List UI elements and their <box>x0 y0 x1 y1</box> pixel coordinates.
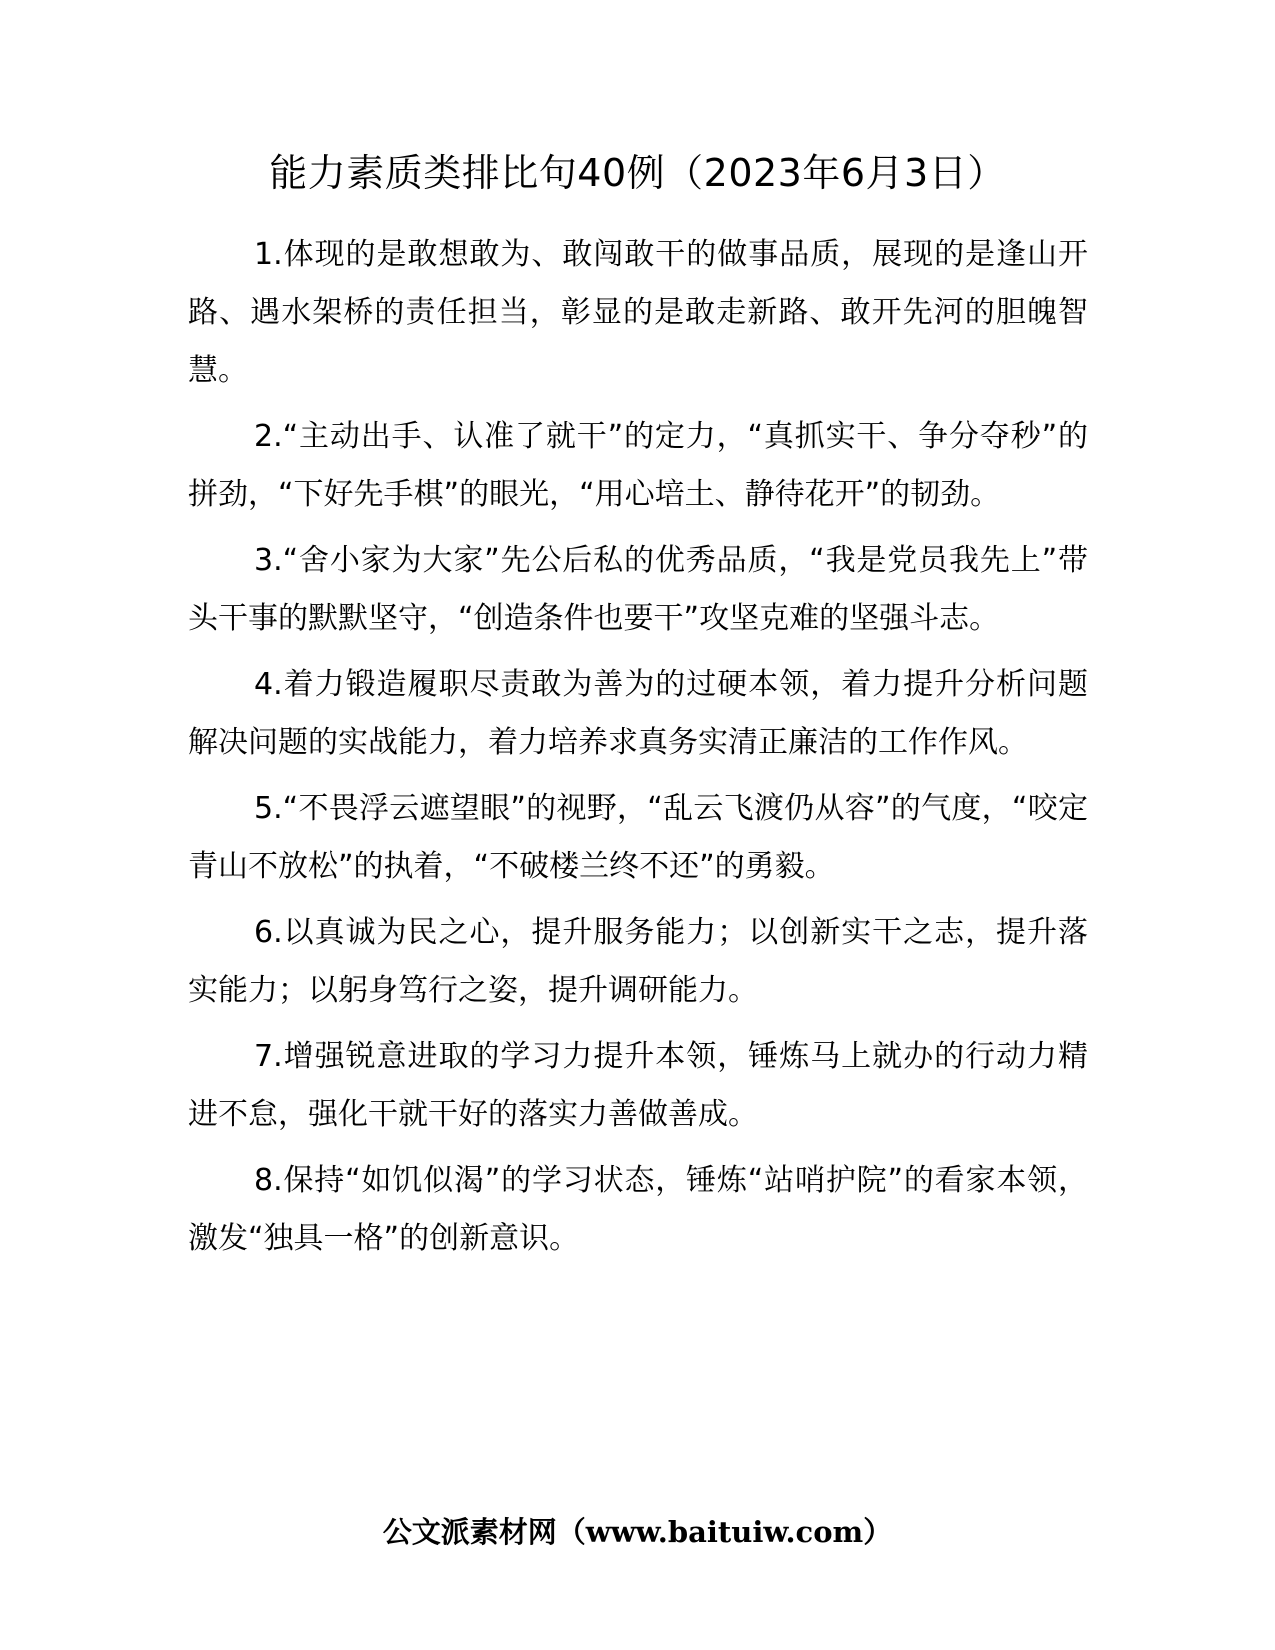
paragraph-5: 5.“不畏浮云遮望眼”的视野，“乱云飞渡仍从容”的气度，“咬定青山不放松”的执着，“不破楼兰终不还”的勇毅。 <box>188 791 1088 884</box>
document-title: 能力素质类排比句40例（2023年6月3日） <box>269 151 1006 195</box>
paragraph-4: 4.着力锻造履职尽责敢为善为的过硬本领，着力提升分析问题解决问题的实战能力，着力培养求真务实清正廉洁的工作作风。 <box>188 667 1088 760</box>
paragraph-7: 7.增强锐意进取的学习力提升本领，锤炼马上就办的行动力精进不怠，强化干就干好的落实力善做善成。 <box>188 1039 1088 1132</box>
page-footer-watermark: 公文派素材网（www.baituiw.com） <box>382 1515 893 1549</box>
paragraph-1: 1.体现的是敢想敢为、敢闯敢干的做事品质，展现的是逢山开路、遇水架桥的责任担当，彰显的是敢走新路、敢开先河的胆魄智慧。 <box>188 237 1088 388</box>
paragraph-6: 6.以真诚为民之心，提升服务能力；以创新实干之志，提升落实能力；以躬身笃行之姿，提升调研能力。 <box>188 915 1088 1008</box>
paragraph-8: 8.保持“如饥似渴”的学习状态，锤炼“站哨护院”的看家本领，激发“独具一格”的创新意识。 <box>188 1163 1088 1256</box>
paragraph-2: 2.“主动出手、认准了就干”的定力，“真抓实干、争分夺秒”的拼劲，“下好先手棋”的眼光，“用心培土、静待花开”的韧劲。 <box>188 419 1088 512</box>
document-body <box>188 226 1088 1276</box>
paragraph-3: 3.“舍小家为大家”先公后私的优秀品质，“我是党员我先上”带头干事的默默坚守，“创造条件也要干”攻坚克难的坚强斗志。 <box>188 543 1088 636</box>
